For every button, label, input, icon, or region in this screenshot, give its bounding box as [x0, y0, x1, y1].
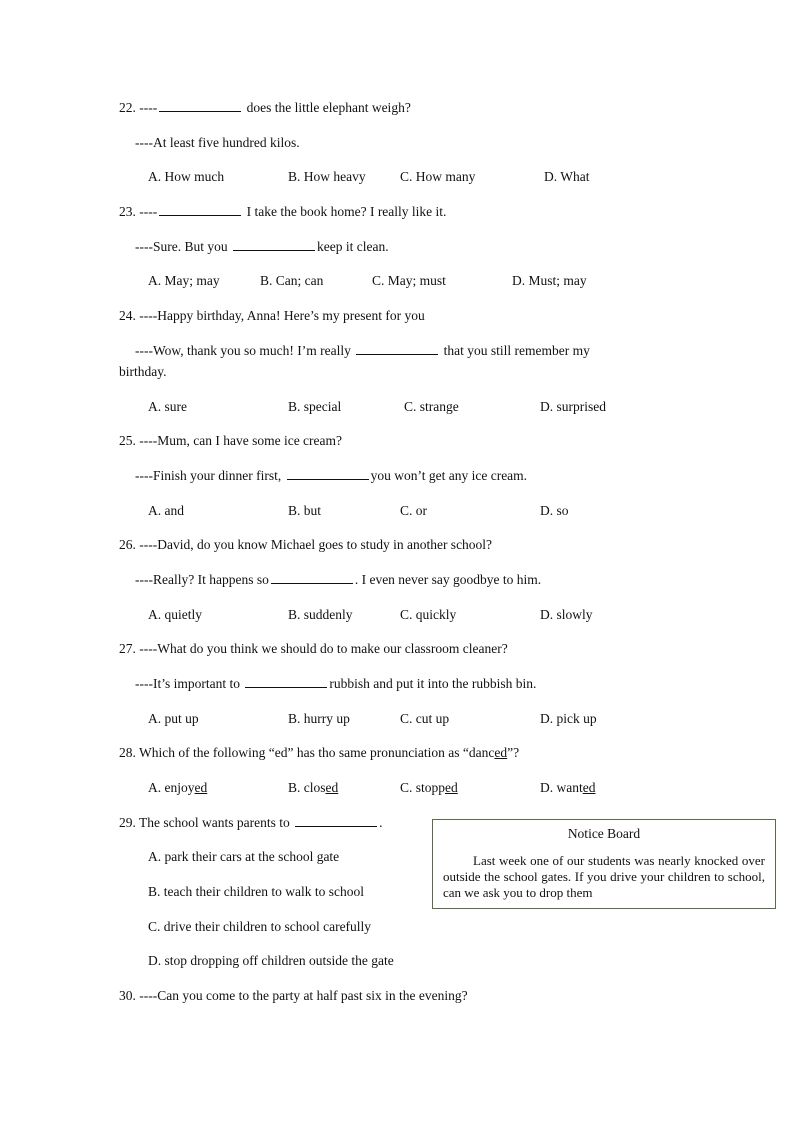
option-a[interactable]: A. May; may: [148, 273, 220, 288]
option-a[interactable]: A. put up: [148, 711, 199, 726]
reply-text: . I even never say goodbye to him.: [354, 572, 542, 587]
option-b[interactable]: B. special: [288, 399, 342, 414]
question-stem: The school wants parents to: [139, 815, 294, 830]
answer-blank[interactable]: [159, 203, 241, 216]
dialog-reply: [135, 467, 527, 485]
option-d[interactable]: D. so: [540, 503, 569, 518]
question-28: [119, 744, 519, 762]
underlined-ed: ed: [445, 780, 458, 795]
option-text: A. enjoy: [148, 780, 195, 795]
answer-blank[interactable]: [295, 814, 377, 827]
option-d[interactable]: [540, 779, 596, 797]
question-stem: Which of the following “ed” has tho same pronunciation as “danc: [139, 745, 495, 760]
option-d[interactable]: D. pick up: [540, 711, 597, 726]
option-c[interactable]: C. strange: [404, 399, 459, 414]
option-b[interactable]: B. How heavy: [288, 169, 366, 184]
dialog-reply: ----At least five hundred kilos.: [135, 135, 300, 150]
option-text: B. clos: [288, 780, 326, 795]
question-number: 30.: [119, 988, 136, 1003]
reply-text: ----Sure. But you: [135, 239, 231, 254]
option-d[interactable]: D. What: [544, 169, 590, 184]
option-a[interactable]: A. park their cars at the school gate: [148, 849, 340, 864]
option-c[interactable]: C. cut up: [400, 711, 450, 726]
reply-text: ----Finish your dinner first,: [135, 468, 285, 483]
reply-text: ----Wow, thank you so much! I’m really: [135, 343, 355, 358]
question-stem: ----Mum, can I have some ice cream?: [139, 433, 343, 448]
answer-blank[interactable]: [245, 675, 327, 688]
option-c[interactable]: C. drive their children to school carefully: [148, 919, 372, 934]
question-25: [119, 432, 342, 450]
option-c[interactable]: C. May; must: [372, 273, 446, 288]
notice-board: [432, 819, 776, 909]
question-22: [119, 99, 411, 117]
option-c[interactable]: [400, 779, 458, 797]
underlined-ed: ed: [194, 780, 208, 795]
option-d[interactable]: D. slowly: [540, 607, 593, 622]
question-number: 27.: [119, 641, 136, 656]
question-24: [119, 307, 425, 325]
dialog-dash: ----: [139, 100, 158, 115]
option-d[interactable]: D. Must; may: [512, 273, 587, 288]
option-text: D. want: [540, 780, 583, 795]
question-30: [119, 987, 468, 1005]
question-stem: ----Can you come to the party at half past six in the evening?: [139, 988, 468, 1003]
reply-text: you won’t get any ice cream.: [370, 468, 528, 483]
question-27: [119, 640, 508, 658]
reply-text: ----It’s important to: [135, 676, 244, 691]
reply-text: keep it clean.: [316, 239, 389, 254]
option-d[interactable]: D. surprised: [540, 399, 606, 414]
question-26: [119, 536, 492, 554]
notice-body: [443, 853, 765, 901]
underlined-ed: ed: [582, 780, 596, 795]
option-c[interactable]: C. quickly: [400, 607, 457, 622]
question-number: 29.: [119, 815, 136, 830]
notice-text: Last week one of our students was nearly knocked over outside the school gates. If you drive your children to school, can we ask you to drop them: [443, 853, 765, 900]
answer-blank[interactable]: [271, 571, 353, 584]
dialog-reply-cont: birthday.: [119, 364, 167, 379]
option-c[interactable]: C. or: [400, 503, 427, 518]
question-stem: ”?: [507, 745, 520, 760]
question-29: [119, 814, 382, 832]
dialog-reply: [135, 238, 389, 256]
reply-text: rubbish and put it into the rubbish bin.: [329, 676, 537, 691]
dialog-reply: [135, 571, 541, 589]
option-a[interactable]: A. and: [148, 503, 184, 518]
reply-text: that you still remember my: [440, 343, 590, 358]
option-a[interactable]: A. sure: [148, 399, 187, 414]
option-c[interactable]: C. How many: [400, 169, 476, 184]
question-stem: .: [379, 815, 383, 830]
question-stem: ----David, do you know Michael goes to study in another school?: [139, 537, 493, 552]
answer-blank[interactable]: [287, 467, 369, 480]
option-b[interactable]: B. suddenly: [288, 607, 353, 622]
dialog-dash: ----: [139, 204, 158, 219]
question-number: 25.: [119, 433, 136, 448]
question-number: 24.: [119, 308, 136, 323]
reply-text: ----Really? It happens so: [135, 572, 269, 587]
answer-blank[interactable]: [356, 342, 438, 355]
question-number: 22.: [119, 100, 136, 115]
question-stem: ----Happy birthday, Anna! Here’s my present for you: [139, 308, 425, 323]
answer-blank[interactable]: [233, 238, 315, 251]
question-number: 26.: [119, 537, 136, 552]
question-stem: I take the book home? I really like it.: [243, 204, 447, 219]
question-stem: ----What do you think we should do to make our classroom cleaner?: [139, 641, 508, 656]
question-number: 23.: [119, 204, 136, 219]
option-b[interactable]: B. but: [288, 503, 322, 518]
question-23: [119, 203, 446, 221]
underlined-ed: ed: [325, 780, 339, 795]
option-a[interactable]: [148, 779, 207, 797]
question-number: 28.: [119, 745, 136, 760]
option-b[interactable]: B. Can; can: [260, 273, 324, 288]
option-d[interactable]: D. stop dropping off children outside the gate: [148, 953, 394, 968]
option-b[interactable]: B. hurry up: [288, 711, 350, 726]
dialog-reply: [135, 342, 673, 360]
option-b[interactable]: B. teach their children to walk to school: [148, 884, 364, 899]
underlined-ed: ed: [494, 745, 508, 760]
dialog-reply: [135, 675, 536, 693]
option-text: C. stopp: [400, 780, 446, 795]
option-b[interactable]: [288, 779, 338, 797]
answer-blank[interactable]: [159, 99, 241, 112]
notice-title: Notice Board: [567, 826, 641, 841]
option-a[interactable]: A. How much: [148, 169, 225, 184]
option-a[interactable]: A. quietly: [148, 607, 202, 622]
question-stem: does the little elephant weigh?: [243, 100, 411, 115]
